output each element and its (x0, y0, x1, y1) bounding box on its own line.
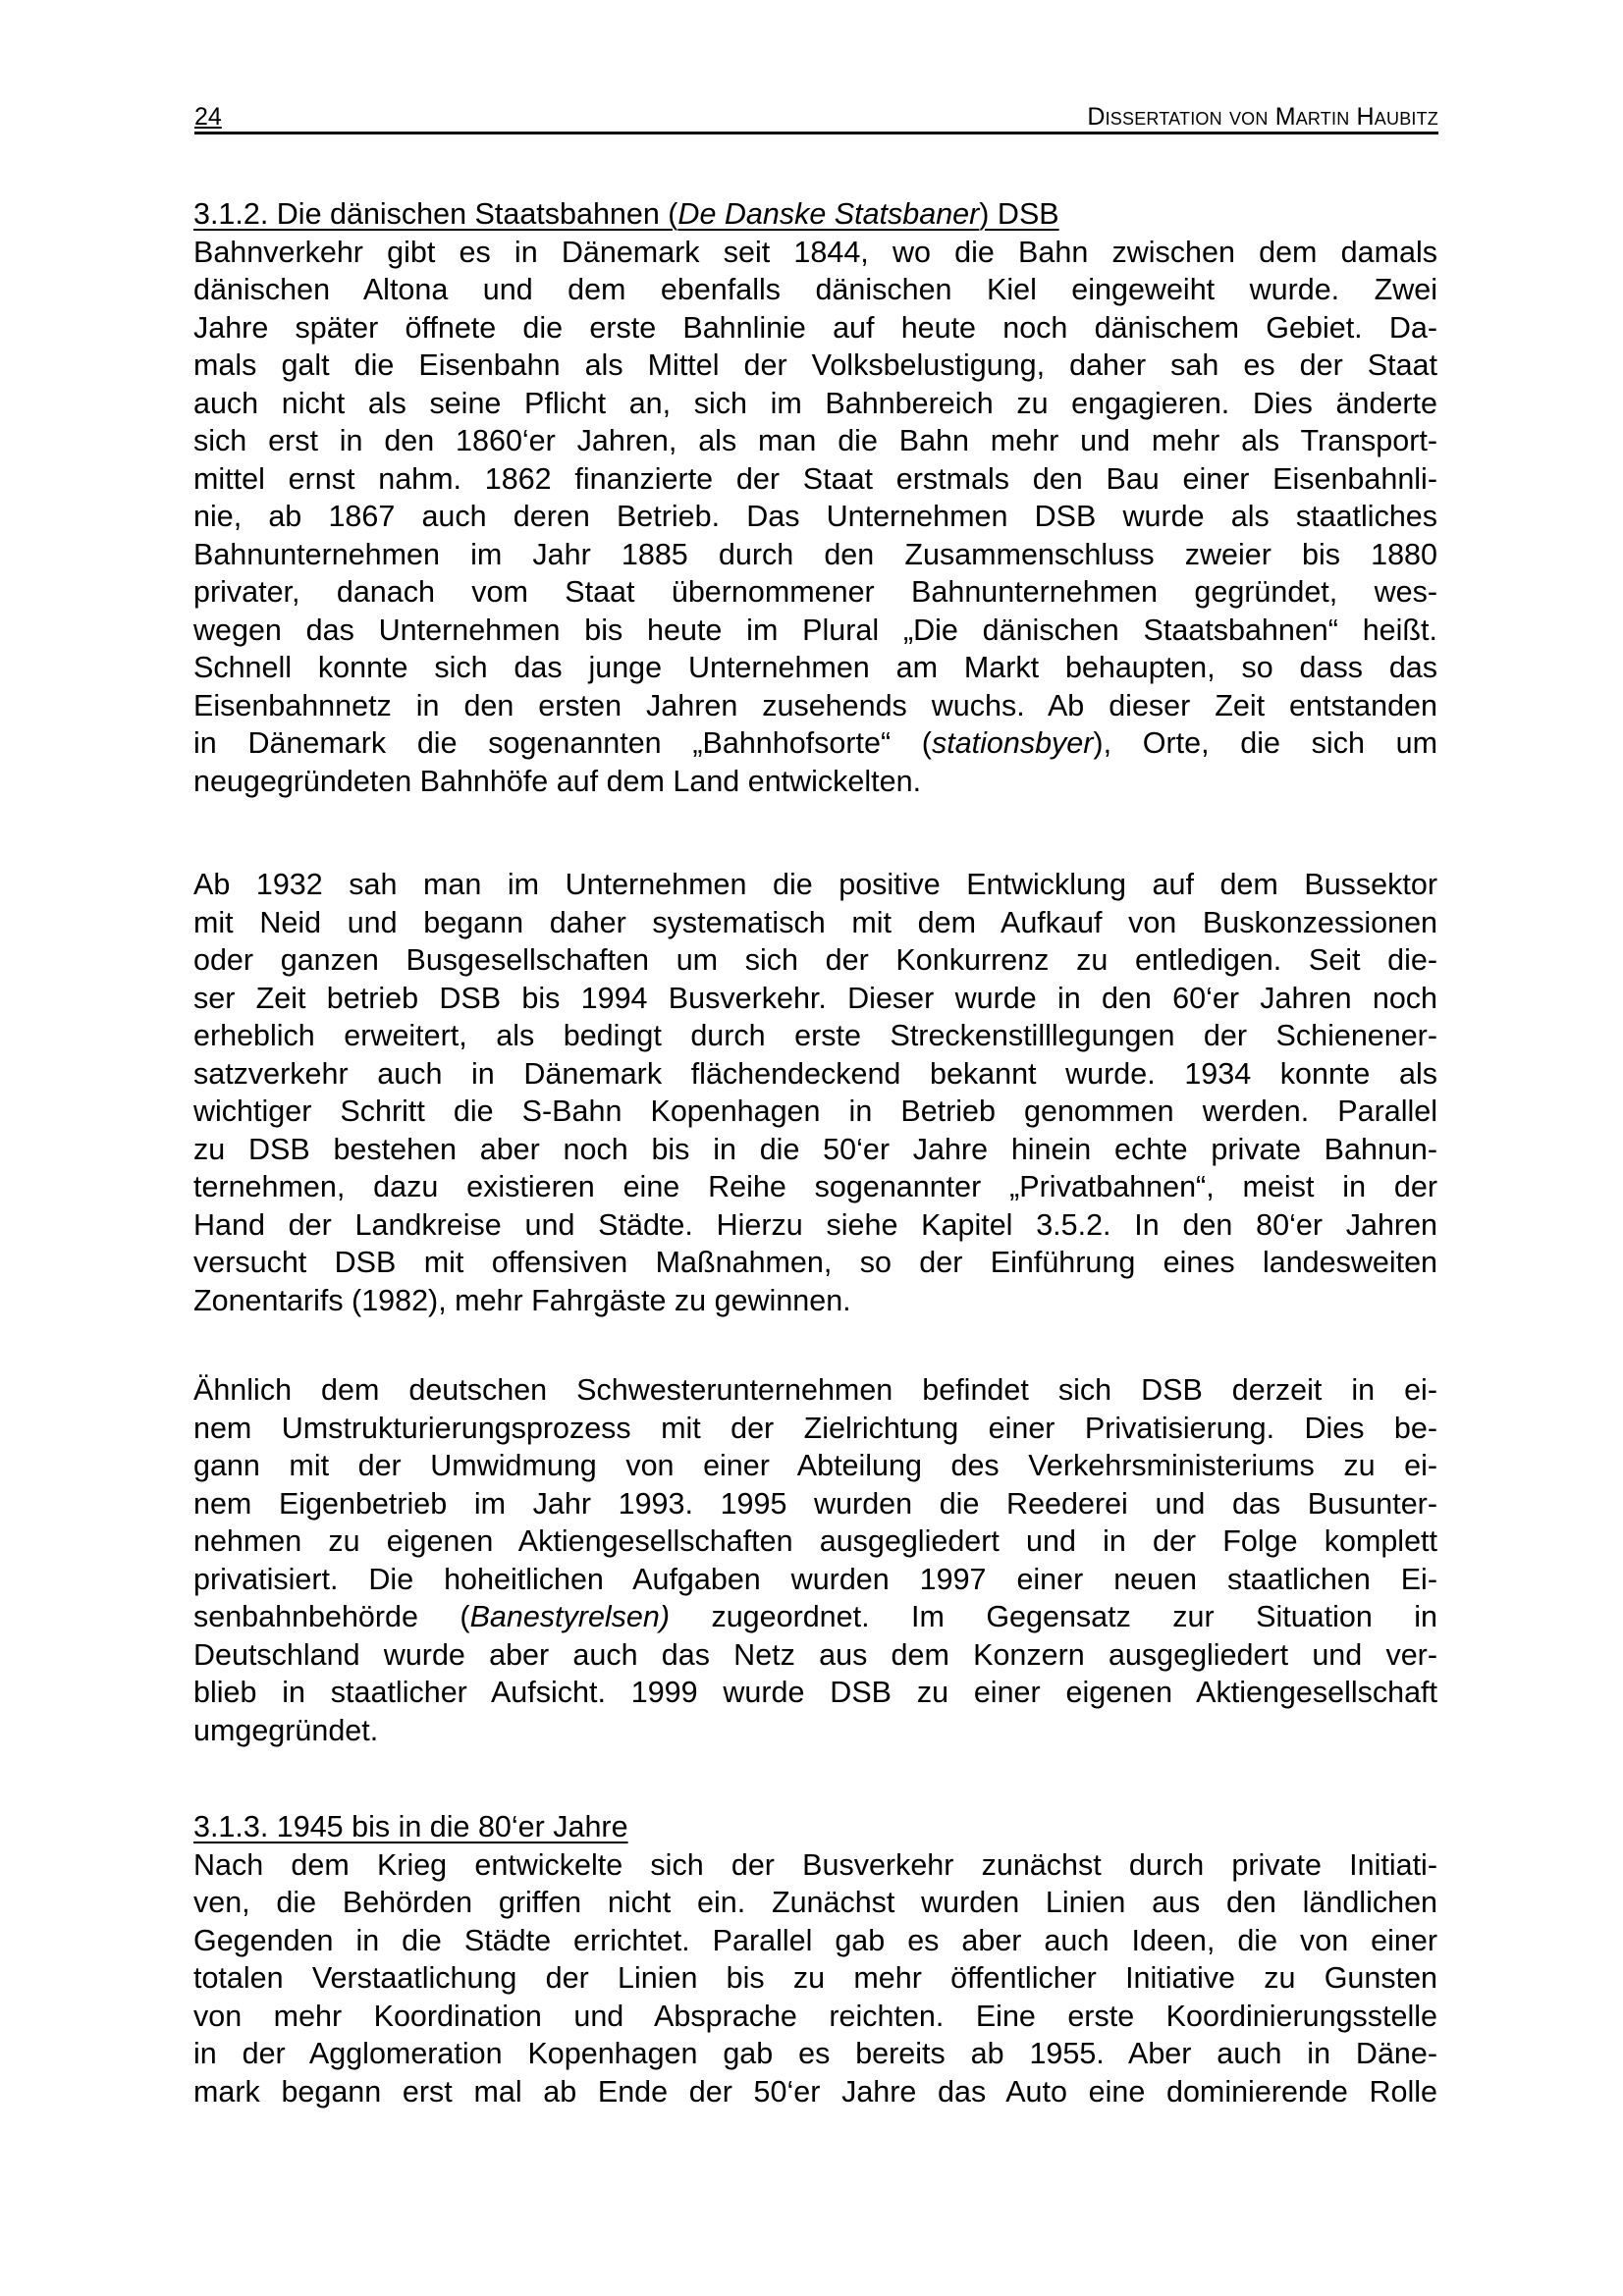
text-line: nem Eigenbetrieb im Jahr 1993. 1995 wurden die Reederei und das Busunter- (193, 1486, 1437, 1521)
text-line: ternehmen, dazu existieren eine Reihe sogenannter „Privatbahnen“, meist in der (193, 1170, 1437, 1203)
text-line: privater, danach vom Staat übernommener Bahnunternehmen gegründet, wes- (193, 575, 1437, 609)
text-line: oder ganzen Busgesellschaften um sich der Konkurrenz zu entledigen. Seit die- (193, 943, 1437, 977)
text-line: Zonentarifs (1982), mehr Fahrgäste zu gewinnen. (193, 1283, 851, 1317)
text-line: satzverkehr auch in Dänemark flächendeckend bekannt wurde. 1934 konnte als (193, 1056, 1437, 1091)
text-line: dänischen Altona und dem ebenfalls dänischen Kiel eingeweiht wurde. Zwei (193, 273, 1437, 306)
text-line: senbahnbehörde (Banestyrelsen) zugeordnet. Im Gegensatz zur Situation in (193, 1600, 1437, 1633)
text-line: umgegründet. (193, 1713, 379, 1747)
text-line: Ähnlich dem deutschen Schwesterunternehmen befindet sich DSB derzeit in ei- (193, 1373, 1437, 1407)
text-line: gann mit der Umwidmung von einer Abteilung des Verkehrsministeriums zu ei- (193, 1449, 1437, 1482)
text-line: mals galt die Eisenbahn als Mittel der Volksbelustigung, daher sah es der Staat (193, 348, 1437, 382)
text-line: zu DSB bestehen aber noch bis in die 50‘er Jahre hinein echte private Bahnun- (193, 1132, 1437, 1166)
paragraph-restructuring (193, 1371, 1437, 1749)
text-line: ven, die Behörden griffen nicht ein. Zunächst wurden Linien aus den ländlichen (193, 1886, 1437, 1919)
section-heading-3-1-3: 3.1.3. 1945 bis in die 80‘er Jahre (193, 1810, 628, 1843)
page-number: 24 (194, 103, 222, 131)
text-line: totalen Verstaatlichung der Linien bis zu mehr öffentlicher Initiative zu Gunsten (193, 1961, 1437, 1995)
text-line: Ab 1932 sah man im Unternehmen die positive Entwicklung auf dem Bussektor (193, 868, 1437, 901)
section-3-1-2 (193, 195, 1437, 800)
text-line: Schnell konnte sich das junge Unternehmen am Markt behaupten, so dass das (193, 651, 1437, 684)
text-line: erheblich erweitert, als bedingt durch erste Streckenstilllegungen der Schienener- (193, 1019, 1437, 1052)
text-line: mittel ernst nahm. 1862 finanzierte der Staat erstmals den Bau einer Eisenbahnli- (193, 461, 1437, 496)
text-line: mark begann erst mal ab Ende der 50‘er Jahre das Auto eine dominierende Rolle (193, 2074, 1437, 2109)
text-line: wegen das Unternehmen bis heute im Plural „Die dänischen Staatsbahnen“ heißt. (193, 613, 1437, 647)
text-line: Bahnverkehr gibt es in Dänemark seit 1844, wo die Bahn zwischen dem damals (193, 235, 1437, 269)
text-line: Gegenden in die Städte errichtet. Parallel gab es aber auch Ideen, die von einer (193, 1923, 1437, 1957)
text-line: Jahre später öffnete die erste Bahnlinie auf heute noch dänischem Gebiet. Da- (193, 310, 1437, 345)
text-line: Eisenbahnnetz in den ersten Jahren zusehends wuchs. Ab dieser Zeit entstanden (193, 688, 1437, 722)
text-line: mit Neid und begann daher systematisch mit dem Aufkauf von Buskonzessionen (193, 905, 1437, 939)
page-header (194, 100, 1438, 134)
paragraph-bus-sector (193, 866, 1437, 1319)
text-line: blieb in staatlicher Aufsicht. 1999 wurde DSB zu einer eigenen Aktiengesellschaft (193, 1676, 1437, 1709)
text-line: von mehr Koordination und Absprache reichten. Eine erste Koordinierungsstelle (193, 1999, 1437, 2033)
section-heading-3-1-2: 3.1.2. Die dänischen Staatsbahnen (De Danske Statsbaner) DSB (193, 197, 1059, 231)
text-line: nem Umstrukturierungsprozess mit der Zielrichtung einer Privatisierung. Dies be- (193, 1411, 1437, 1445)
running-title: Dissertation von Martin Haubitz (1087, 103, 1438, 131)
text-line: Hand der Landkreise und Städte. Hierzu siehe Kapitel 3.5.2. In den 80‘er Jahren (193, 1207, 1437, 1242)
paragraph-dsb-history (193, 234, 1437, 801)
text-line: in der Agglomeration Kopenhagen gab es bereits ab 1955. Aber auch in Däne- (193, 2037, 1437, 2070)
text-line: sich erst in den 1860‘er Jahren, als man die Bahn mehr und mehr als Transport- (193, 424, 1437, 457)
text-line: privatisiert. Die hoheitlichen Aufgaben wurden 1997 einer neuen staatlichen Ei- (193, 1562, 1437, 1596)
text-line: ser Zeit betrieb DSB bis 1994 Busverkehr. Dieser wurde in den 60‘er Jahren noch (193, 981, 1437, 1015)
text-line: versucht DSB mit offensiven Maßnahmen, so der Einführung eines landesweiten (193, 1246, 1437, 1279)
section-3-1-3 (193, 1808, 1437, 2110)
text-line: neugegründeten Bahnhöfe auf dem Land entwickelten. (193, 764, 922, 798)
text-line: in Dänemark die sogenannten „Bahnhofsorte“ (stationsbyer), Orte, die sich um (193, 726, 1437, 760)
text-line: Nach dem Krieg entwickelte sich der Busverkehr zunächst durch private Initiati- (193, 1847, 1437, 1882)
text-line: nehmen zu eigenen Aktiengesellschaften ausgegliedert und in der Folge komplett (193, 1524, 1437, 1558)
text-line: Bahnunternehmen im Jahr 1885 durch den Zusammenschluss zweier bis 1880 (193, 537, 1437, 571)
text-line: nie, ab 1867 auch deren Betrieb. Das Unternehmen DSB wurde als staatliches (193, 500, 1437, 533)
text-line: wichtiger Schritt die S-Bahn Kopenhagen in Betrieb genommen werden. Parallel (193, 1095, 1437, 1128)
text-line: auch nicht als seine Pflicht an, sich im Bahnbereich zu engagieren. Dies änderte (193, 386, 1437, 420)
text-line: Deutschland wurde aber auch das Netz aus dem Konzern ausgegliedert und ver- (193, 1637, 1437, 1672)
